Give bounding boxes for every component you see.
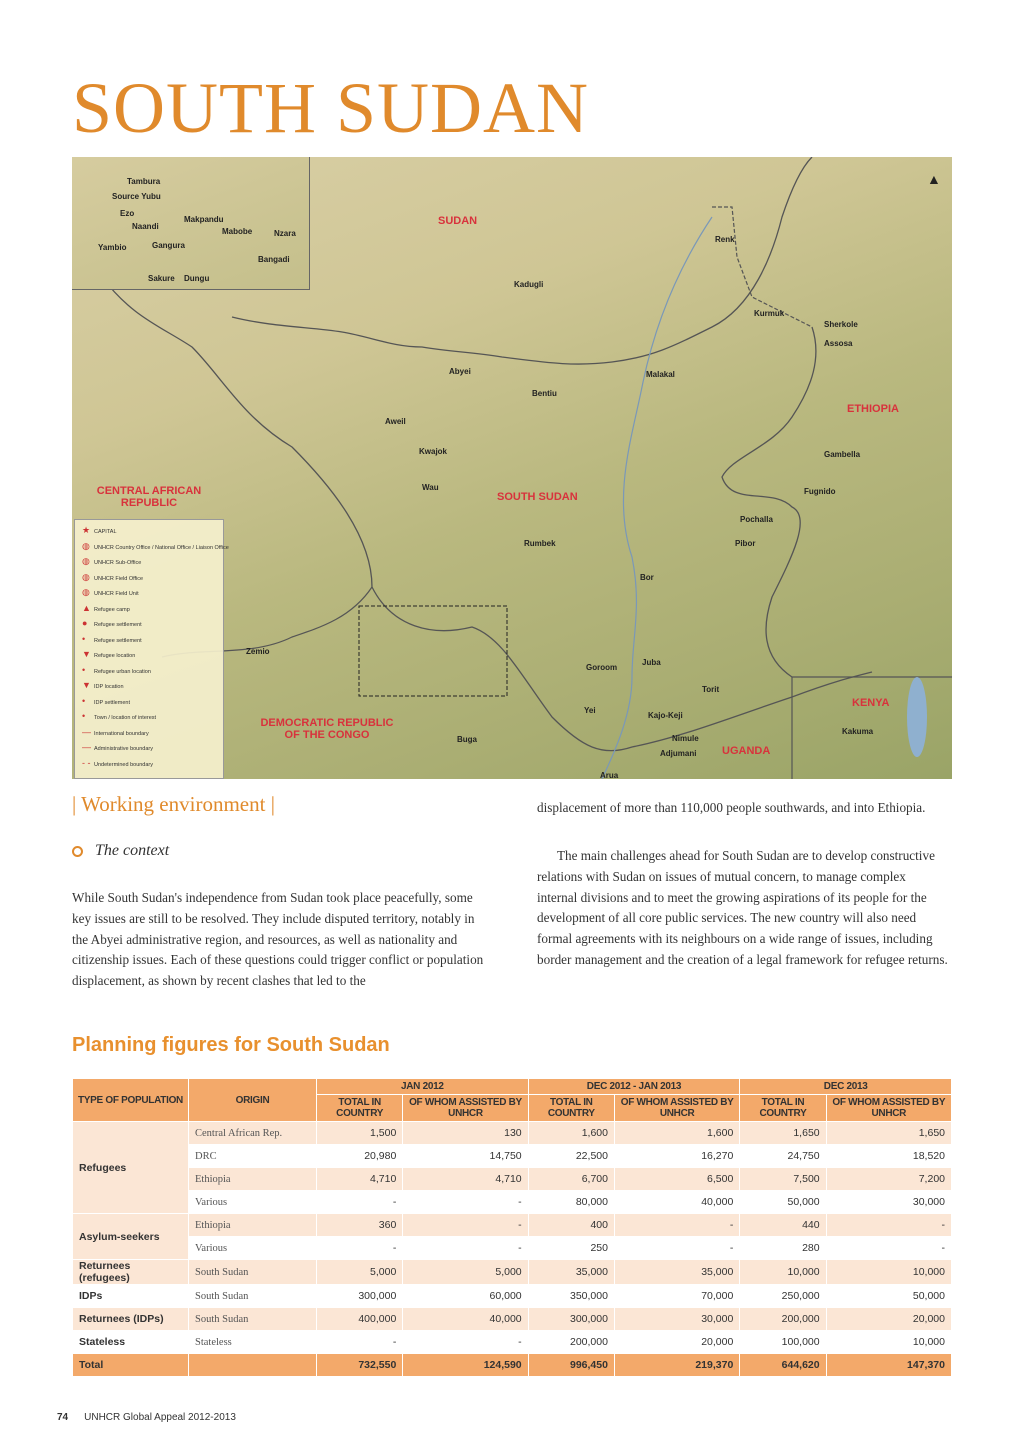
- legend-item: [82, 541, 229, 552]
- cell-value: 40,000: [403, 1308, 528, 1331]
- cell-value: 250: [528, 1237, 614, 1260]
- cell-value: 16,270: [614, 1145, 739, 1168]
- place-label: Sherkole: [824, 320, 858, 329]
- place-label: Pibor: [735, 539, 756, 548]
- cell-value: 40,000: [614, 1191, 739, 1214]
- legend-item: [82, 556, 141, 567]
- place-label: Mabobe: [222, 227, 253, 236]
- legend-item: [82, 742, 153, 752]
- cell-value: 200,000: [528, 1331, 614, 1354]
- place-label: Gangura: [152, 241, 185, 250]
- place-label: Zemio: [246, 647, 270, 656]
- legend-label: Refugee camp: [94, 606, 130, 613]
- header-type: TYPE OF POPULATION: [73, 1079, 189, 1122]
- place-label: Nzara: [274, 229, 296, 238]
- place-label: Bangadi: [258, 255, 290, 264]
- cell-origin: South Sudan: [189, 1308, 317, 1331]
- place-label: Source Yubu: [112, 192, 161, 201]
- legend-item: [82, 727, 149, 737]
- place-label: Sakure: [148, 274, 175, 283]
- cell-value: -: [317, 1191, 403, 1214]
- cell-value: -: [614, 1214, 739, 1237]
- map: [72, 157, 952, 779]
- cell-total-label: Total: [73, 1354, 189, 1377]
- cell-value: 4,710: [403, 1168, 528, 1191]
- table-row: [73, 1237, 952, 1260]
- place-label: Aweil: [385, 417, 406, 426]
- cell-value: 6,500: [614, 1168, 739, 1191]
- place-label: Fugnido: [804, 487, 836, 496]
- legend-symbol-icon: ▼: [82, 680, 91, 690]
- cell-value: -: [317, 1237, 403, 1260]
- cell-value: 20,000: [614, 1331, 739, 1354]
- cell-value: 250,000: [740, 1285, 826, 1308]
- place-label: Naandi: [132, 222, 159, 231]
- cell-value: 7,200: [826, 1168, 951, 1191]
- header-origin: ORIGIN: [189, 1079, 317, 1122]
- cell-type: Refugees: [73, 1122, 189, 1214]
- cell-value: 50,000: [740, 1191, 826, 1214]
- header-assisted: OF WHOM ASSISTED BY UNHCR: [614, 1095, 739, 1122]
- cell-value: 130: [403, 1122, 528, 1145]
- table-row: [73, 1168, 952, 1191]
- cell-type: Returnees (IDPs): [73, 1308, 189, 1331]
- cell-total-value: 147,370: [826, 1354, 951, 1377]
- cell-value: 1,650: [826, 1122, 951, 1145]
- page-footer: [57, 1412, 236, 1423]
- page-number: 74: [57, 1412, 69, 1423]
- cell-total-value: 219,370: [614, 1354, 739, 1377]
- place-label: Torit: [702, 685, 720, 694]
- cell-value: -: [826, 1237, 951, 1260]
- section-heading: | Working environment |: [72, 792, 275, 816]
- table-row: [73, 1145, 952, 1168]
- table-row: [73, 1122, 952, 1145]
- legend-label: CAPITAL: [94, 529, 117, 535]
- cell-value: 35,000: [614, 1260, 739, 1285]
- cell-value: 300,000: [528, 1308, 614, 1331]
- cell-total-value: 124,590: [403, 1354, 528, 1377]
- cell-value: 20,000: [826, 1308, 951, 1331]
- cell-value: 50,000: [826, 1285, 951, 1308]
- cell-type: Asylum-seekers: [73, 1214, 189, 1260]
- legend-label: UNHCR Sub-Office: [94, 560, 142, 566]
- cell-value: 4,710: [317, 1168, 403, 1191]
- legend-label: UNHCR Country Office / National Office / Liaison Office: [94, 544, 229, 551]
- legend-item: [82, 618, 142, 628]
- place-label: Ezo: [120, 209, 135, 218]
- paragraph: displacement of more than 110,000 people southwards, and into Ethiopia.: [537, 800, 926, 815]
- cell-value: 400,000: [317, 1308, 403, 1331]
- legend-symbol-icon: •: [82, 664, 86, 675]
- cell-value: 360: [317, 1214, 403, 1237]
- place-label: Kadugli: [514, 280, 544, 289]
- cell-value: 1,600: [614, 1122, 739, 1145]
- cell-value: 20,980: [317, 1145, 403, 1168]
- place-label: Kurmuk: [754, 309, 785, 318]
- place-label: Wau: [422, 483, 439, 492]
- legend-symbol-icon: ●: [82, 618, 88, 628]
- legend-symbol-icon: ◍: [82, 556, 90, 566]
- cell-value: 1,600: [528, 1122, 614, 1145]
- legend-item: [82, 525, 117, 536]
- cell-origin: Various: [189, 1237, 317, 1260]
- legend-label: Refugee settlement: [94, 622, 142, 628]
- country-label-kenya: KENYA: [852, 697, 890, 709]
- cell-value: 350,000: [528, 1285, 614, 1308]
- cell-value: 22,500: [528, 1145, 614, 1168]
- header-period: DEC 2012 - JAN 2013: [528, 1079, 740, 1095]
- legend-label: Undetermined boundary: [94, 761, 154, 768]
- country-label-drc: DEMOCRATIC REPUBLIC OF THE CONGO: [260, 717, 394, 741]
- cell-origin: South Sudan: [189, 1260, 317, 1285]
- cell-empty: [189, 1354, 317, 1377]
- legend-symbol-icon: - -: [82, 757, 91, 768]
- cell-value: 70,000: [614, 1285, 739, 1308]
- paragraph: While South Sudan's independence from Sudan took place peacefully, some key issues are still to be resolved. They include disputed territory, notably in the Abyei administrative region, and resources, as well as nationality and citizenship issues. Each of these questions could trigger conflict or population displacement, as shown by recent clashes that led to the: [72, 890, 484, 989]
- cell-total-value: 996,450: [528, 1354, 614, 1377]
- total-row: [73, 1354, 952, 1377]
- footer-text: UNHCR Global Appeal 2012-2013: [84, 1412, 236, 1423]
- place-label: Kwajok: [419, 447, 448, 456]
- cell-total-value: 732,550: [317, 1354, 403, 1377]
- cell-value: 10,000: [740, 1260, 826, 1285]
- place-label: Yambio: [98, 243, 127, 252]
- cell-value: 300,000: [317, 1285, 403, 1308]
- cell-value: 30,000: [614, 1308, 739, 1331]
- place-label: Malakal: [646, 370, 675, 379]
- legend-label: UNHCR Field Unit: [94, 591, 139, 597]
- place-label: Kakuma: [842, 727, 874, 736]
- cell-value: -: [317, 1331, 403, 1354]
- cell-value: -: [614, 1237, 739, 1260]
- cell-origin: Ethiopia: [189, 1168, 317, 1191]
- cell-value: 80,000: [528, 1191, 614, 1214]
- cell-origin: Ethiopia: [189, 1214, 317, 1237]
- place-label: Tambura: [127, 177, 161, 186]
- header-period: DEC 2013: [740, 1079, 952, 1095]
- cell-value: 5,000: [403, 1260, 528, 1285]
- cell-value: 14,750: [403, 1145, 528, 1168]
- legend-symbol-icon: •: [82, 633, 86, 644]
- legend-symbol-icon: ▼: [82, 649, 91, 659]
- legend-label: Administrative boundary: [94, 746, 154, 752]
- legend-symbol-icon: ◍: [82, 587, 90, 597]
- cell-value: 1,650: [740, 1122, 826, 1145]
- place-label: Kajo-Keji: [648, 711, 683, 720]
- legend-item: [82, 572, 143, 583]
- cell-value: 280: [740, 1237, 826, 1260]
- legend-item: [82, 649, 135, 659]
- cell-value: -: [826, 1214, 951, 1237]
- cell-value: -: [403, 1214, 528, 1237]
- legend-symbol-icon: ★: [82, 525, 91, 535]
- page-title: SOUTH SUDAN: [72, 68, 590, 148]
- legend-label: Refugee settlement: [94, 637, 142, 644]
- place-label: Rumbek: [524, 539, 556, 548]
- legend-item: [82, 587, 139, 598]
- legend-symbol-icon: ◍: [82, 540, 90, 551]
- table-row: [73, 1260, 952, 1285]
- header-total: TOTAL IN COUNTRY: [317, 1095, 403, 1122]
- place-label: Abyei: [449, 367, 471, 376]
- cell-value: 5,000: [317, 1260, 403, 1285]
- cell-value: 60,000: [403, 1285, 528, 1308]
- cell-origin: DRC: [189, 1145, 317, 1168]
- legend-label: IDP settlement: [94, 699, 130, 706]
- cell-value: 35,000: [528, 1260, 614, 1285]
- place-label: Renk: [715, 235, 735, 244]
- cell-value: 6,700: [528, 1168, 614, 1191]
- legend-symbol-icon: •: [82, 711, 86, 721]
- legend-label: Town / location of interest: [94, 715, 157, 721]
- place-label: Goroom: [586, 663, 618, 672]
- country-label-south-sudan: SOUTH SUDAN: [497, 491, 578, 503]
- legend-symbol-icon: ▲: [82, 602, 91, 613]
- cell-value: -: [403, 1191, 528, 1214]
- cell-value: 7,500: [740, 1168, 826, 1191]
- place-label: Makpandu: [184, 215, 224, 224]
- cell-total-value: 644,620: [740, 1354, 826, 1377]
- cell-type: Returnees (refugees): [73, 1260, 189, 1285]
- cell-origin: Various: [189, 1191, 317, 1214]
- cell-origin: Central African Rep.: [189, 1122, 317, 1145]
- legend-symbol-icon: —: [82, 726, 91, 737]
- planning-figures-table: [72, 1078, 952, 1377]
- legend-label: International boundary: [94, 730, 149, 737]
- legend-label: UNHCR Field Office: [94, 575, 144, 582]
- north-arrow-icon: ▲: [927, 171, 941, 187]
- cell-origin: Stateless: [189, 1331, 317, 1354]
- place-label: Pochalla: [740, 515, 773, 524]
- place-label: Arua: [600, 771, 619, 779]
- legend-item: [82, 603, 130, 613]
- table-row: [73, 1214, 952, 1237]
- cell-value: 24,750: [740, 1145, 826, 1168]
- place-label: Assosa: [824, 339, 853, 348]
- legend-label: Refugee location: [94, 653, 136, 659]
- bullet-icon: [72, 846, 83, 857]
- legend-item: [82, 696, 130, 706]
- cell-value: -: [403, 1331, 528, 1354]
- header-total: TOTAL IN COUNTRY: [528, 1095, 614, 1122]
- country-label-sudan: SUDAN: [438, 215, 478, 227]
- legend-item: [82, 680, 124, 690]
- cell-value: 440: [740, 1214, 826, 1237]
- place-label: Dungu: [184, 274, 210, 283]
- paragraph: The main challenges ahead for South Sudan are to develop constructive relations with Sudan on issues of mutual concern, to manage complex internal divisions and to meet the growing aspirations of its people for the development of all core public services. The new country will also need formal agreements with its neighbours on a wide range of issues, including border management and the creation of a legal framework for refugee returns.: [537, 848, 948, 967]
- header-total: TOTAL IN COUNTRY: [740, 1095, 826, 1122]
- header-assisted: OF WHOM ASSISTED BY UNHCR: [826, 1095, 951, 1122]
- legend-symbol-icon: ◍: [82, 571, 90, 582]
- cell-value: 200,000: [740, 1308, 826, 1331]
- cell-value: 30,000: [826, 1191, 951, 1214]
- cell-type: Stateless: [73, 1331, 189, 1354]
- table-row: [73, 1191, 952, 1214]
- cell-value: 100,000: [740, 1331, 826, 1354]
- legend-item: [82, 711, 156, 721]
- country-label-ethiopia: ETHIOPIA: [847, 403, 899, 415]
- place-label: Adjumani: [660, 749, 697, 758]
- header-period: JAN 2012: [317, 1079, 529, 1095]
- place-label: Gambella: [824, 450, 861, 459]
- cell-value: 10,000: [826, 1331, 951, 1354]
- cell-origin: South Sudan: [189, 1285, 317, 1308]
- table-row: [73, 1285, 952, 1308]
- place-label: Juba: [642, 658, 661, 667]
- cell-value: 400: [528, 1214, 614, 1237]
- legend-item: [82, 758, 153, 768]
- table-title: Planning figures for South Sudan: [72, 1034, 390, 1056]
- legend-symbol-icon: •: [82, 695, 86, 706]
- country-label-car: CENTRAL AFRICAN REPUBLIC: [96, 485, 202, 509]
- place-label: Buga: [457, 735, 477, 744]
- legend-item: [82, 665, 151, 675]
- cell-value: 1,500: [317, 1122, 403, 1145]
- place-label: Bor: [640, 573, 654, 582]
- cell-value: 10,000: [826, 1260, 951, 1285]
- legend-symbol-icon: —: [82, 742, 91, 752]
- legend-label: IDP location: [94, 684, 124, 690]
- place-label: Bentiu: [532, 389, 557, 398]
- table-row: [73, 1308, 952, 1331]
- country-label-uganda: UGANDA: [722, 745, 771, 757]
- cell-value: 18,520: [826, 1145, 951, 1168]
- cell-type: IDPs: [73, 1285, 189, 1308]
- legend-label: Refugee urban location: [94, 668, 151, 675]
- place-label: Nimule: [672, 734, 699, 743]
- subheading: The context: [72, 842, 169, 860]
- place-label: Yei: [584, 706, 596, 715]
- legend-item: [82, 634, 142, 644]
- cell-value: -: [403, 1237, 528, 1260]
- table-row: [73, 1331, 952, 1354]
- header-assisted: OF WHOM ASSISTED BY UNHCR: [403, 1095, 528, 1122]
